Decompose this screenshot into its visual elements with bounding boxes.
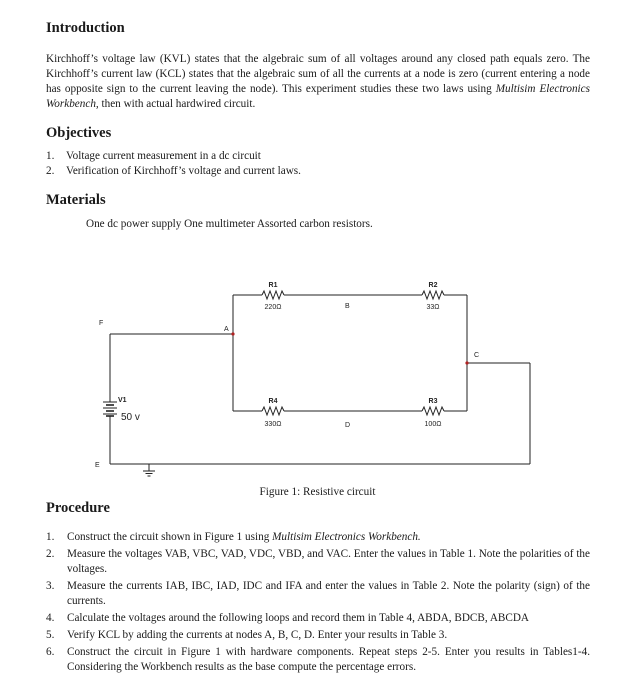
list-number: 2.	[46, 165, 55, 177]
list-text: Measure the currents IAB, IBC, IAD, IDC and IFA and enter the values in Table 2. Note the polarity (sign) of the currents.	[67, 580, 590, 607]
introduction-text-part1: Kirchhoff’s voltage law (KVL) states that the algebraic sum of all voltages around any closed path equals zero. The Kirchhoff’s current law (KCL) states that the algebraic sum of all the currents at a node is zero (current entering a node has opposite sign to the current leaving the node). This experiment studies these two laws using	[46, 53, 590, 95]
resistor-r1-icon	[262, 291, 284, 299]
source-value: 50 v	[121, 412, 140, 423]
node-f-label: F	[99, 320, 104, 327]
list-item	[46, 628, 590, 643]
list-item	[46, 579, 590, 609]
node-a-junction	[231, 332, 234, 335]
source-name: V1	[118, 397, 127, 404]
r1-name: R1	[268, 282, 278, 289]
r2-value: 33Ω	[426, 304, 440, 311]
r3-value: 100Ω	[424, 421, 442, 428]
list-text: Voltage current measurement in a dc circuit	[66, 150, 261, 162]
list-text: Verification of Kirchhoff’s voltage and current laws.	[66, 165, 301, 177]
node-c-label: C	[474, 352, 480, 359]
list-text: Calculate the voltages around the following loops and record them in Table 4, ABDA, BDCB, ABCDA	[67, 612, 529, 624]
node-b-label: B	[345, 303, 350, 310]
objectives-heading: Objectives	[46, 125, 112, 141]
materials-text: One dc power supply One multimeter Assorted carbon resistors.	[86, 218, 373, 230]
list-number: 2.	[46, 548, 55, 560]
software-name: Multisim Electronics Workbench.	[272, 531, 421, 543]
list-text: Construct the circuit in Figure 1 with hardware components. Repeat steps 2-5. Enter you results in Tables1-4. Considering the Workbench results as the base compute the percentage errors.	[67, 646, 590, 673]
r1-value: 220Ω	[264, 304, 282, 311]
list-item	[46, 645, 590, 675]
software-name: Multisim Electronics Workbench,	[46, 83, 590, 110]
list-number: 4.	[46, 612, 55, 624]
list-text: Construct the circuit shown in Figure 1 using	[67, 531, 273, 543]
resistor-r4-icon	[262, 407, 284, 415]
procedure-list	[46, 530, 590, 677]
node-c-junction	[465, 361, 468, 364]
list-number: 5.	[46, 629, 55, 641]
figure-caption-text: Figure 1: Resistive circuit	[259, 486, 376, 498]
list-item	[46, 547, 590, 577]
introduction-heading: Introduction	[46, 20, 125, 36]
list-number: 1.	[46, 150, 55, 162]
r4-value: 330Ω	[264, 421, 282, 428]
node-a-label: A	[224, 326, 229, 333]
introduction-text-part2: then with actual hardwired circuit.	[98, 98, 256, 110]
list-text: Verify KCL by adding the currents at nodes A, B, C, D. Enter your results in Table 3.	[67, 629, 448, 641]
resistor-r2-icon	[422, 291, 444, 299]
r3-name: R3	[428, 398, 438, 405]
node-e-label: E	[95, 462, 100, 469]
r2-name: R2	[428, 282, 438, 289]
figure-caption	[0, 486, 617, 498]
r4-name: R4	[268, 398, 278, 405]
list-item	[46, 611, 590, 626]
list-number: 3.	[46, 580, 55, 592]
list-number: 6.	[46, 646, 55, 658]
list-item	[46, 149, 586, 164]
circuit-diagram	[0, 265, 617, 510]
list-item	[46, 164, 586, 179]
objectives-list	[46, 149, 586, 179]
materials-heading: Materials	[46, 192, 106, 208]
procedure-heading: Procedure	[46, 500, 110, 516]
node-d-label: D	[345, 422, 351, 429]
list-text: Measure the voltages VAB, VBC, VAD, VDC, VBD, and VAC. Enter the values in Table 1. Note the polarities of the voltages.	[67, 548, 590, 575]
list-number: 1.	[46, 531, 55, 543]
resistor-r3-icon	[422, 407, 444, 415]
list-item	[46, 530, 590, 545]
introduction-text	[46, 52, 590, 112]
